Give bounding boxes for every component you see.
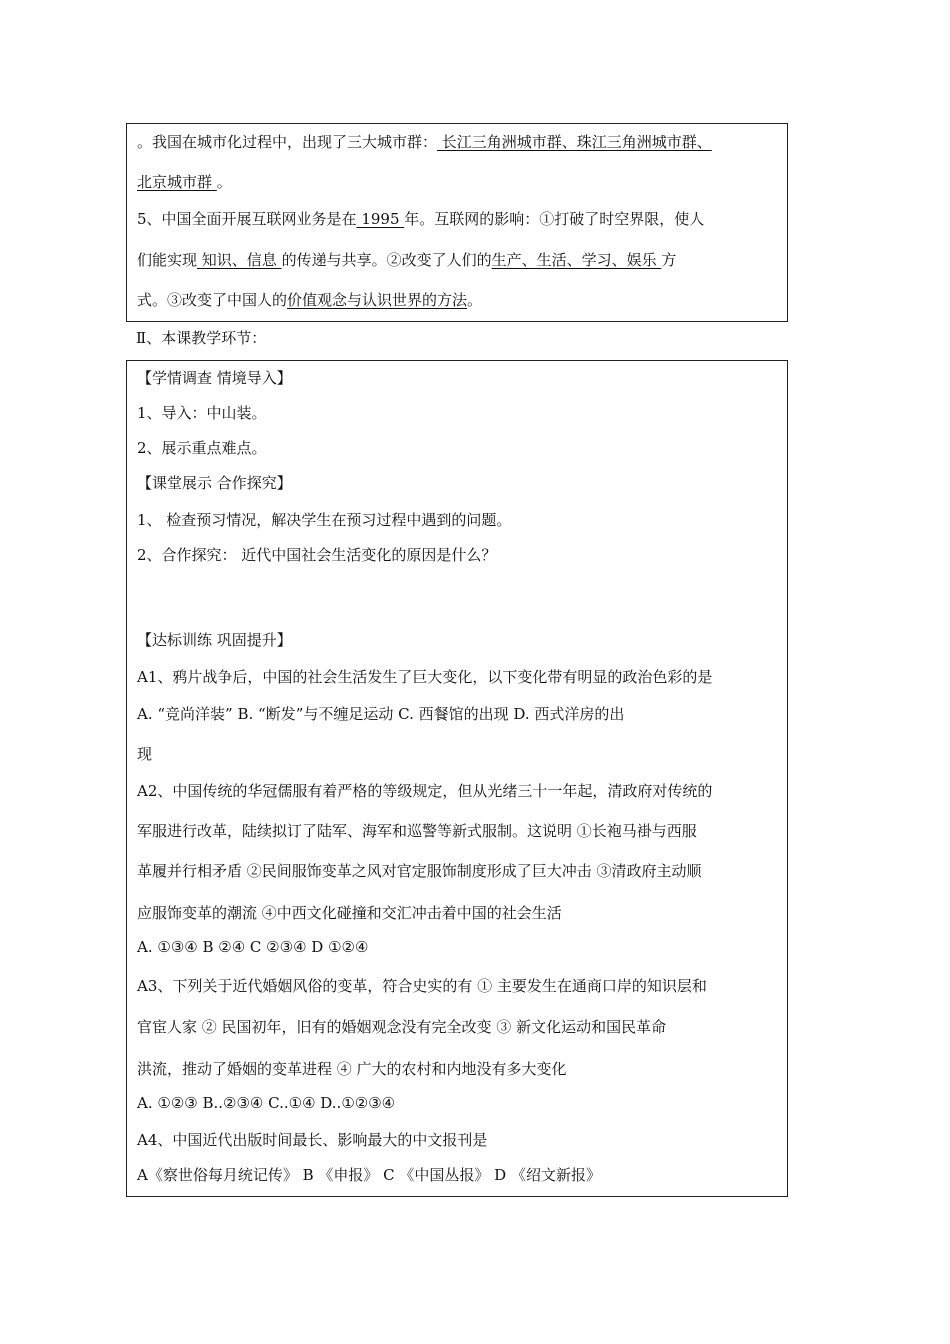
answer-blank: 长江三角洲城市群、珠江三角洲城市群、 (437, 133, 712, 151)
question-line: 应服饰变革的潮流 ④中西文化碰撞和交汇冲击着中国的社会生活 (137, 904, 562, 922)
text-line: 2、展示重点难点。 (137, 439, 267, 457)
options-line: A. ①②③ B..②③④ C..①④ D..①②③④ (137, 1094, 396, 1112)
options-line: A. ①③④ B ②④ C ②③④ D ①②④ (137, 938, 369, 956)
section-title: 【课堂展示 合作探究】 (137, 474, 292, 492)
question-line: 革履并行相矛盾 ②民间服饰变革之风对官定服饰制度形成了巨大冲击 ③清政府主动顺 (137, 862, 702, 880)
text-run: 。我国在城市化过程中，出现了三大城市群： (137, 133, 438, 151)
text-line: 2、合作探究： 近代中国社会生活变化的原因是什么？ (137, 546, 497, 564)
question-line: A3、下列关于近代婚姻风俗的变革，符合史实的有 ① 主要发生在通商口岸的知识层和 (137, 977, 707, 995)
review-line (137, 171, 232, 192)
options-line: A. “竞尚洋装” B. “断发”与不缠足运动 C. 西餐馆的出现 D. 西式洋房的出 (137, 705, 625, 723)
review-line (137, 131, 712, 152)
text-run: 式。③改变了中国人的 (137, 291, 288, 309)
question-line: A4、中国近代出版时间最长、影响最大的中文报刊是 (137, 1131, 488, 1149)
answer-blank: 知识、信息 (197, 251, 282, 269)
teaching-steps-box (126, 360, 788, 1197)
section-heading: Ⅱ、本课教学环节： (136, 329, 267, 347)
answer-blank: 北京城市群 (137, 173, 217, 191)
text-line: 1、 检查预习情况，解决学生在预习过程中遇到的问题。 (137, 511, 512, 529)
section-title: 【达标训练 巩固提升】 (137, 631, 292, 649)
section-title: 【学情调查 情境导入】 (137, 369, 292, 387)
question-line: A2、中国传统的华冠儒服有着严格的等级规定，但从光绪三十一年起，清政府对传统的 (137, 782, 713, 800)
question-line: 官宦人家 ② 民国初年，旧有的婚姻观念没有完全改变 ③ 新文化运动和国民革命 (137, 1018, 667, 1036)
review-line (137, 249, 676, 270)
options-line: 现 (137, 745, 153, 763)
pre-class-review-box (126, 123, 788, 322)
question-line: 军服进行改革，陆续拟订了陆军、海军和巡警等新式服制。这说明 ①长袍马褂与西服 (137, 822, 697, 840)
text-run: 方 (661, 251, 677, 269)
review-line (137, 208, 704, 229)
options-line: A《察世俗每月统记传》 B 《申报》 C 《中国丛报》 D 《绍文新报》 (137, 1166, 601, 1184)
text-line: 1、导入：中山装。 (137, 404, 267, 422)
text-run: 。 (467, 291, 483, 309)
question-line: A1、鸦片战争后，中国的社会生活发生了巨大变化，以下变化带有明显的政治色彩的是 (137, 668, 713, 686)
text-run: 。 (216, 173, 232, 191)
review-line (137, 289, 482, 310)
text-run: 的传递与共享。②改变了人们的 (281, 251, 492, 269)
answer-blank: 价值观念与认识世界的方法 (287, 291, 468, 309)
text-run: 5、中国全面开展互联网业务是在 (137, 210, 357, 228)
text-run: 年。互联网的影响：①打破了时空界限，使人 (404, 210, 705, 228)
answer-blank: 1995 (356, 210, 405, 228)
answer-blank: 生产、生活、学习、娱乐 (491, 251, 662, 269)
question-line: 洪流，推动了婚姻的变革进程 ④ 广大的农村和内地没有多大变化 (137, 1060, 567, 1078)
text-run: 们能实现 (137, 251, 198, 269)
